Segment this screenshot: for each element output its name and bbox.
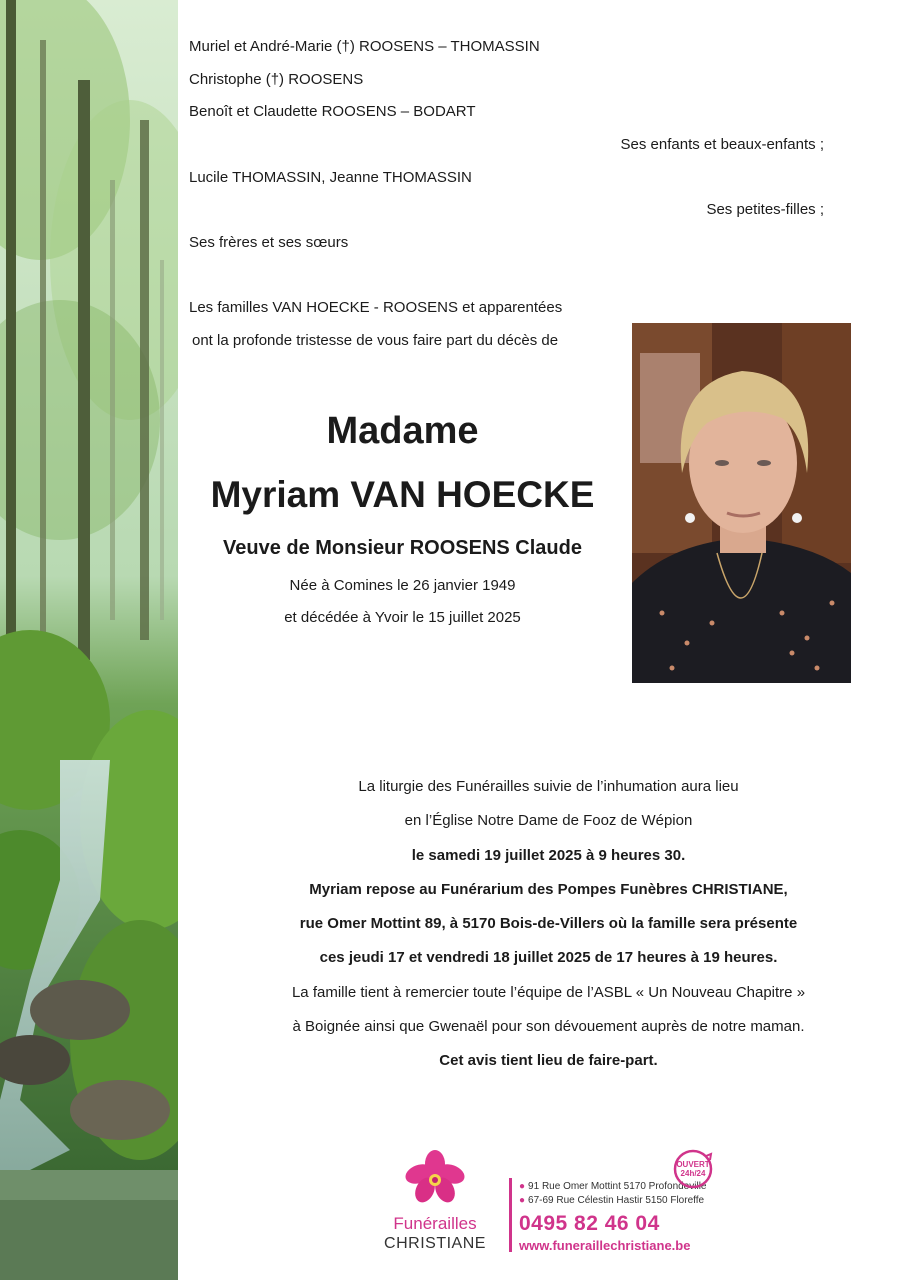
map-pin-icon: ●: [519, 1181, 526, 1192]
ceremony-line-2: en l’Église Notre Dame de Fooz de Wépion: [404, 812, 693, 829]
address-1-text: 91 Rue Omer Mottint 5170 Profondeville: [528, 1181, 707, 1192]
address-2-text: 67-69 Rue Célestin Hastir 5150 Floreffe: [528, 1195, 705, 1206]
ceremony-line-9: Cet avis tient lieu de faire-part.: [439, 1052, 658, 1069]
phone-number[interactable]: 0495 82 46 04: [519, 1212, 660, 1235]
brand-divider: [509, 1178, 512, 1252]
badge-line-1: OUVERT: [676, 1160, 710, 1169]
forest-waterfall-image: [0, 0, 178, 1280]
ceremony-line-1: La liturgie des Funérailles suivie de l’inhumation aura lieu: [358, 778, 739, 795]
family-line-6: Les familles VAN HOECKE - ROOSENS et apparentées: [189, 299, 563, 316]
birth-line: Née à Comines le 26 janvier 1949: [289, 577, 516, 594]
ceremony-line-5: rue Omer Mottint 89, à 5170 Bois-de-Villers où la famille sera présente: [299, 915, 798, 932]
ceremony-line-7: La famille tient à remercier toute l’équipe de l’ASBL « Un Nouveau Chapitre »: [291, 984, 806, 1001]
website-link[interactable]: www.funeraillechristiane.be: [519, 1238, 691, 1253]
family-line-2: Christophe (†) ROOSENS: [189, 71, 364, 88]
children-label: Ses enfants et beaux-enfants ;: [620, 136, 824, 153]
ceremony-line-6: ces jeudi 17 et vendredi 18 juillet 2025 de 17 heures à 19 heures.: [319, 949, 778, 966]
ceremony-line-3: le samedi 19 juillet 2025 à 9 heures 30.: [411, 847, 686, 864]
open-24h-badge-icon: [672, 1148, 714, 1190]
family-line-4: Lucile THOMASSIN, Jeanne THOMASSIN: [189, 169, 472, 186]
ceremony-line-4: Myriam repose au Funérarium des Pompes Funèbres CHRISTIANE,: [309, 881, 788, 898]
map-pin-icon: ●: [519, 1195, 526, 1206]
family-line-1: Muriel et André-Marie (†) ROOSENS – THOMASSIN: [189, 38, 540, 55]
ceremony-line-8: à Boignée ainsi que Gwenaël pour son dévouement auprès de notre maman.: [292, 1018, 805, 1035]
deceased-title: Madame: [326, 410, 479, 452]
death-line: et décédée à Yvoir le 15 juillet 2025: [284, 609, 521, 626]
deceased-name: Myriam VAN HOECKE: [210, 474, 595, 515]
deceased-widow-line: Veuve de Monsieur ROOSENS Claude: [223, 537, 582, 559]
brand-name-line-1: Funérailles: [393, 1214, 477, 1233]
family-line-7: ont la profonde tristesse de vous faire part du décès de: [192, 332, 559, 349]
badge-line-2: 24h/24: [680, 1169, 706, 1178]
grandchildren-label: Ses petites-filles ;: [706, 201, 824, 218]
address-2: [519, 1194, 704, 1207]
family-line-3: Benoît et Claudette ROOSENS – BODART: [189, 103, 476, 120]
family-line-5: Ses frères et ses sœurs: [189, 234, 349, 251]
portrait-photo: [632, 323, 851, 683]
brand-name-line-2: CHRISTIANE: [384, 1235, 486, 1252]
